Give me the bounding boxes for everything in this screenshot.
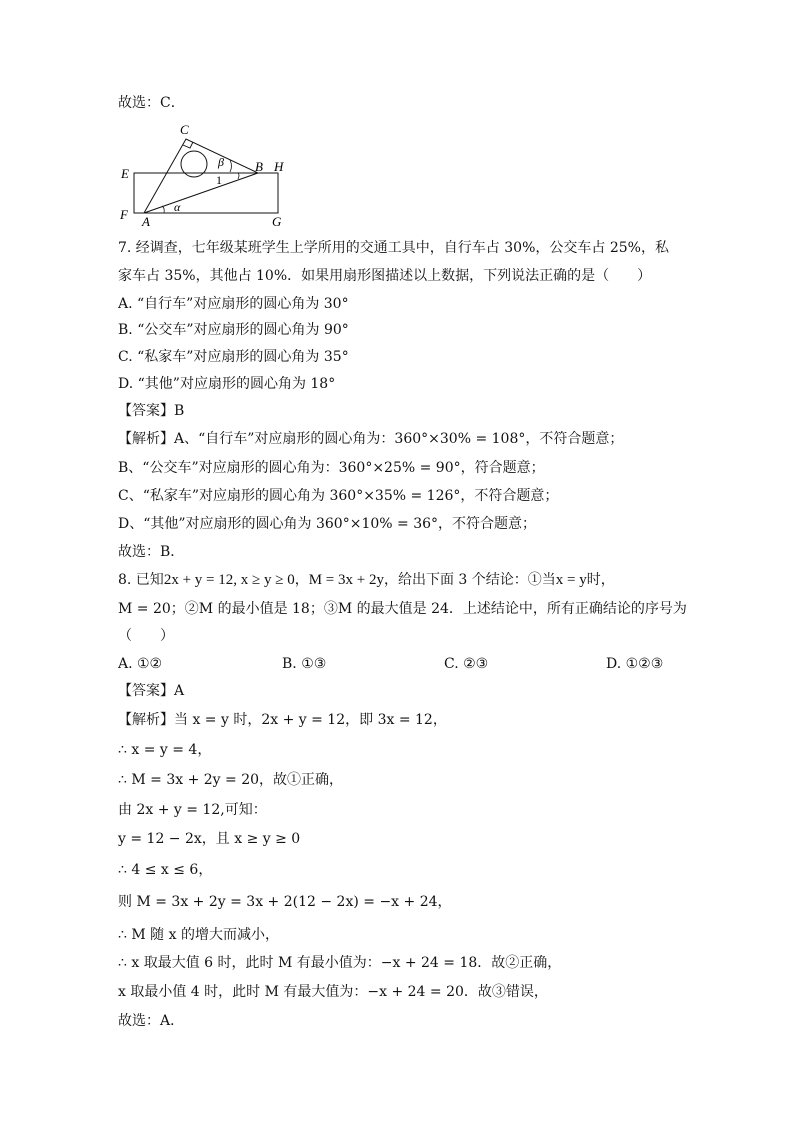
q8-analysis-5: y = 12 − 2x，且 x ≥ y ≥ 0 (118, 831, 301, 847)
q8-analysis-10: x 取最小值 4 时，此时 M 有最大值为：−x + 24 = 20．故③错误， (118, 984, 548, 1000)
label-e: E (121, 166, 129, 181)
q8-stem-end: 时， (586, 572, 615, 588)
q8-analysis-3: ∴ M = 3x + 2y = 20，故①正确， (118, 772, 344, 788)
geometry-diagram (112, 122, 298, 230)
q8-conclusion: 故选：A． (118, 1013, 185, 1029)
triangle-acb (144, 139, 258, 213)
label-f: F (120, 207, 128, 222)
q8-option-b: B. ①③ (282, 656, 327, 672)
q8-stem-line2: M = 20；②M 的最小值是 18；③M 的最大值是 24．上述结论中，所有正确结论的序号为 (118, 601, 687, 617)
angle-beta-arc (230, 160, 232, 172)
q8-analysis-9: ∴ x 取最大值 6 时，此时 M 有最小值为：−x + 24 = 18．故②正确， (118, 955, 562, 971)
q7-option-a: A. “自行车”对应扇形的圆心角为 30° (118, 296, 349, 312)
q8-stem-line1 (118, 570, 615, 590)
q8-stem-comma: ， (294, 572, 309, 588)
q7-analysis-1: 【解析】A、“自行车”对应扇形的圆心角为：360°×30% = 108°，不符合题意； (118, 431, 624, 447)
q7-option-b: B. “公交车”对应扇形的圆心角为 90° (118, 322, 349, 338)
label-a: A (142, 214, 150, 229)
q8-stem-mid: ，给出下面 3 个结论：①当 (383, 572, 556, 588)
q8-stem-prefix: 8. 已知 (118, 572, 164, 588)
right-angle-mark (183, 142, 193, 148)
q8-analysis-2: ∴ x = y = 4， (118, 742, 212, 758)
q7-analysis-3: C、“私家车”对应扇形的圆心角为 360°×35% = 126°，不符合题意； (118, 488, 559, 504)
previous-answer: 故选：C． (118, 95, 185, 111)
q7-option-d: D. “其他”对应扇形的圆心角为 18° (118, 376, 336, 392)
q8-x-eq-y: x = y (555, 572, 587, 588)
q8-analysis-8: ∴ M 随 x 的增大而减小， (118, 927, 279, 943)
label-h: H (274, 159, 284, 174)
q8-analysis-4: 由 2x + y = 12,可知： (118, 802, 267, 818)
q8-option-d: D. ①②③ (606, 656, 664, 672)
q7-analysis-4: D、“其他”对应扇形的圆心角为 360°×10% = 36°，不符合题意； (118, 516, 537, 532)
angle-1-arc (238, 173, 239, 179)
q8-condition-math: 2x + y = 12, x ≥ y ≥ 0 (163, 572, 295, 588)
q8-analysis-1: 【解析】当 x = y 时，2x + y = 12，即 3x = 12， (118, 712, 447, 728)
q7-stem-line1: 7. 经调查，七年级某班学生上学所用的交通工具中，自行车占 30%，公交车占 25%，私 (118, 240, 669, 256)
q8-analysis-7: 则 M = 3x + 2y = 3x + 2(12 − 2x) = −x + 24， (118, 894, 452, 910)
label-beta: β (218, 155, 224, 169)
q8-m-definition: M = 3x + 2y (308, 572, 384, 588)
label-b: B (255, 159, 263, 174)
label-g: G (272, 214, 282, 229)
q8-answer: 【答案】A (118, 683, 185, 699)
q7-analysis-2: B、“公交车”对应扇形的圆心角为：360°×25% = 90°，符合题意； (118, 460, 545, 476)
q7-option-c: C. “私家车”对应扇形的圆心角为 35° (118, 349, 349, 365)
label-1: 1 (216, 173, 222, 187)
q8-option-a: A. ①② (118, 656, 163, 672)
q8-analysis-6: ∴ 4 ≤ x ≤ 6， (118, 862, 213, 878)
q7-answer: 【答案】B (118, 403, 185, 419)
q7-stem-line2: 家车占 35%，其他占 10%．如果用扇形图描述以上数据，下列说法正确的是（ ） (118, 268, 652, 284)
label-alpha: α (174, 200, 181, 214)
q8-stem-line3: （ ） (118, 628, 174, 644)
label-c: C (180, 122, 189, 137)
q7-conclusion: 故选：B． (118, 544, 185, 560)
q8-option-c: C. ②③ (444, 656, 489, 672)
